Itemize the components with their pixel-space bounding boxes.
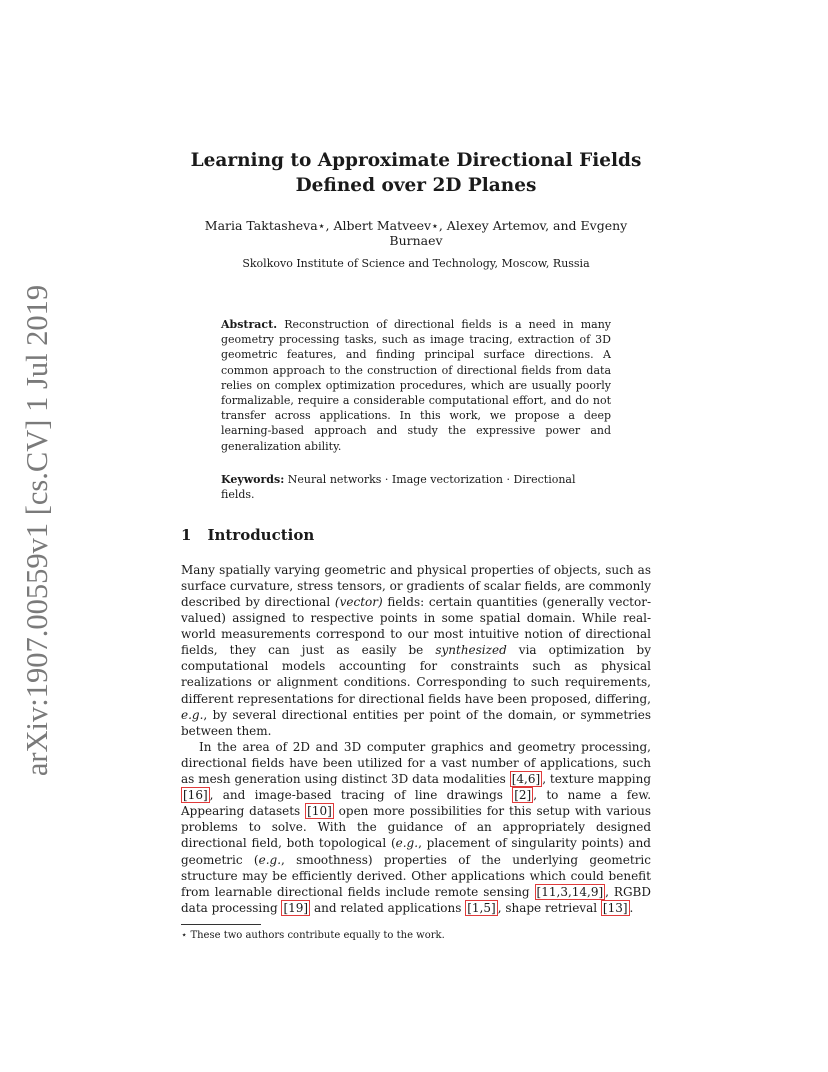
section-number: 1 bbox=[181, 525, 192, 544]
section-title: Introduction bbox=[207, 525, 315, 544]
arxiv-stamp bbox=[18, 284, 58, 776]
section-heading bbox=[181, 526, 651, 544]
paper-title bbox=[181, 148, 651, 198]
authors: Maria Taktasheva⋆, Albert Matveev⋆, Alexey Artemov, and Evgeny Burnaev bbox=[204, 218, 628, 248]
abstract bbox=[221, 317, 611, 454]
citation-link[interactable]: [16] bbox=[183, 788, 208, 803]
citation-link[interactable]: [10] bbox=[307, 804, 332, 819]
title-line-1: Learning to Approximate Directional Fields bbox=[190, 150, 642, 171]
citation-link[interactable]: [13] bbox=[602, 900, 628, 915]
citation-link[interactable]: [11,3,14,9] bbox=[536, 884, 604, 899]
keywords bbox=[221, 472, 611, 502]
affiliation: Skolkovo Institute of Science and Technology, Moscow, Russia bbox=[242, 257, 590, 270]
intro-body bbox=[181, 562, 651, 916]
arxiv-stamp-text: arXiv:1907.00559v1 [cs.CV] 1 Jul 2019 bbox=[20, 284, 55, 776]
abstract-text: Reconstruction of directional fields is a need in many geometry processing tasks, such as image tracing, extraction of 3D geometric features, and finding principal surface directions. A common approach to the construction of directional fields from data relies on complex optimization procedures, which are usually poorly formalizable, require a considerable computational effort, and do not transfer across applications. In this work, we propose a deep learning-based approach and study the expressive power and generalization ability. bbox=[221, 318, 611, 453]
keywords-text: Neural networks · Image vectorization · Directional fields. bbox=[221, 472, 576, 501]
footnote: ⋆ These two authors contribute equally to the work. bbox=[181, 929, 445, 941]
footnote-divider bbox=[181, 924, 261, 925]
keywords-label: Keywords: bbox=[221, 472, 285, 486]
paper-page bbox=[181, 148, 651, 943]
citation-link[interactable]: [2] bbox=[514, 788, 532, 803]
citation-link[interactable]: [1,5] bbox=[467, 900, 496, 915]
citation-link[interactable]: [19] bbox=[283, 900, 309, 915]
paragraph-2: In the area of 2D and 3D computer graphics and geometry processing, directional fields have been utilized for a vast number of applications, such as mesh generation using distinct 3D data modalities [4,6] , texture mapping [16] , and image-based tracing of line drawings [2] , to name a few. Appearing datasets [10] open more possibilities for this setup with various problems to solve. With the guidance of an appropriately designed directional field, both topological (e.g., placement of singularity points) and geometric (e.g., smoothness) properties of the underlying geometric structure may be efficiently derived. Other applications which could benefit from learnable directional fields include remote sensing [11,3,14,9] , RGBD data processing [19] and related applications [1,5] , shape retrieval [13] . bbox=[181, 739, 652, 915]
citation-link[interactable]: [4,6] bbox=[511, 772, 541, 787]
paragraph-1: Many spatially varying geometric and physical properties of objects, such as surface curvature, stress tensors, or gradients of scalar fields, are commonly described by directional (vector) fields: certain quantities (generally vector-valued) assigned to respective points in some spatial domain. While real-world measurements correspond to our most intuitive notion of directional fields, they can just as easily be synthesized via optimization by computational models accounting for constraints such as physical realizations or alignment conditions. Corresponding to such requirements, different representations for directional fields have been proposed, differing, e.g., by several directional entities per point of the domain, or symmetries between them. bbox=[181, 562, 651, 738]
title-line-2: Defined over 2D Planes bbox=[295, 175, 537, 196]
abstract-label: Abstract. bbox=[221, 318, 278, 331]
